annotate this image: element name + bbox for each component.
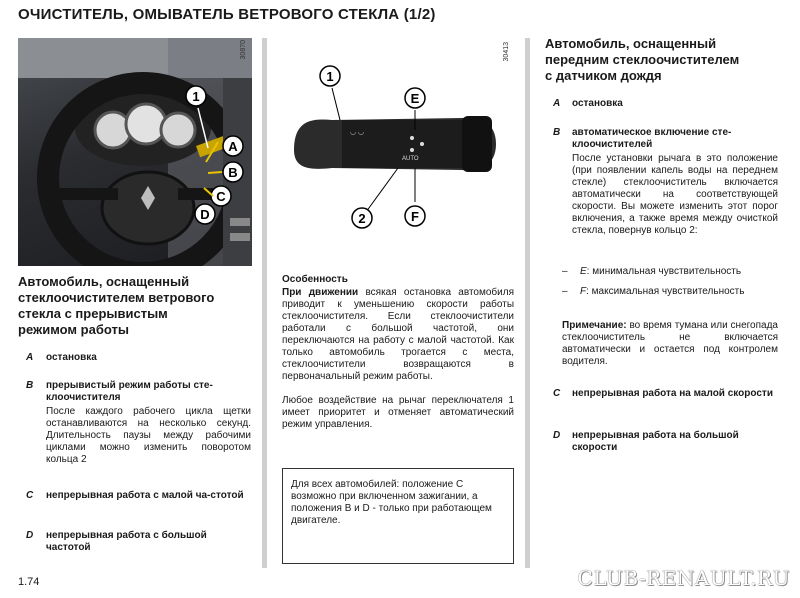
callout-C: C [216, 189, 226, 204]
column-divider-left [262, 38, 267, 568]
figure-code-2: 30413 [503, 42, 510, 62]
col3-item-head: непрерывная работа на малой скорости [572, 388, 773, 399]
col3-item-head: непрерывная работа на большой скорости [572, 430, 739, 453]
col1-heading-line: Автомобиль, оснащенный [18, 274, 190, 289]
col1-heading-line: стекла с прерывистым [18, 306, 168, 321]
col3-item-head: автоматическое включение сте-клоочистителей [572, 127, 732, 150]
col1-item-head: непрерывная работа с малой ча-стотой [46, 490, 244, 501]
sub-item-text: : максимальная чувствительность [586, 286, 745, 297]
col1-heading-line: режимом работы [18, 322, 129, 337]
col1-item-head: прерывистый режим работы сте-клоочистителя [46, 380, 213, 403]
col1-heading [18, 274, 258, 338]
callout-A: A [228, 139, 238, 154]
feature-text-2: Любое воздействие на рычаг переключателя 1 имеет приоритет и отменяет автоматический режим управления. [282, 395, 514, 430]
watermark: CLUB-RENAULT.RU [577, 566, 790, 590]
callout-F: F [411, 209, 419, 224]
feature-title: Особенность [282, 274, 348, 285]
col3-item-letter: D [553, 430, 561, 441]
callout-2: 2 [358, 211, 366, 226]
sub-item-dash: – [562, 286, 568, 297]
col1-item-letter: A [26, 352, 34, 363]
callout-1: 1 [326, 69, 334, 84]
sub-item-dash: – [562, 266, 568, 277]
col3-item-head: остановка [572, 98, 623, 109]
callout-1: 1 [192, 89, 200, 104]
page-part-indicator: (1/2) [403, 6, 436, 23]
col1-item-letter: D [26, 530, 34, 541]
col3-heading-line: с датчиком дождя [545, 68, 662, 83]
column-divider-right [525, 38, 530, 568]
sub-item-e [580, 266, 780, 278]
col3-item-body: После установки рычага в это положение (при появлении капель воды на переднем стекле) стеклоочиститель включается автоматически на соответствующей скорости. Вы можете изменить этот порог включения, а также время между очисткой стекла, повернув кольцо 2: [572, 153, 778, 236]
col1-item-head: непрерывная работа с большой частотой [46, 530, 207, 553]
col3-item-letter: C [553, 388, 561, 399]
col1-item-body: После каждого рабочего цикла щетки останавливаются на несколько секунд. Длительность паузы между рабочими циклами можно изменить поворотом кольца 2 [46, 406, 251, 465]
page-number: 1.74 [18, 576, 40, 588]
callout-E: E [410, 91, 420, 106]
col3-heading [545, 36, 785, 84]
remark-label: Примечание: [562, 320, 627, 331]
sub-item-text: : минимальная чувствительность [586, 266, 742, 277]
sub-item-f [580, 286, 778, 298]
sub-item-key: F [580, 286, 587, 297]
remark-text: во время тумана или снегопада стеклоочиститель не включается автоматически и остается под контролем водителя. [562, 320, 778, 367]
ring-label-auto: AUTO [402, 156, 419, 162]
callout-B: B [228, 165, 238, 180]
sub-item-key: E [580, 266, 587, 277]
feature-lead: При движении [282, 287, 359, 298]
page-title-text: ОЧИСТИТЕЛЬ, ОМЫВАТЕЛЬ ВЕТРОВОГО СТЕКЛА [18, 6, 400, 23]
col3-heading-line: передним стеклоочистителем [545, 52, 740, 67]
svg-text:◡ ◡: ◡ ◡ [350, 129, 365, 136]
col1-item-head: остановка [46, 352, 97, 363]
note-box [282, 468, 514, 564]
col1-item-letter: B [26, 380, 34, 391]
col1-heading-line: стеклоочистителем ветрового [18, 290, 215, 305]
remark [562, 320, 778, 368]
note-text: Для всех автомобилей: положение C возможно при включенном зажигании, а положения B и D - только при работающем двигателе. [291, 479, 492, 526]
wiper-stalk-diagram [282, 40, 514, 245]
feature-body: всякая остановка автомобиля приводит к уменьшению скорости работы стеклоочистителя. Если стеклоочистители работали с большой частотой, они переключаются на работу с малой частотой. Как только автомобиль трогается с места, стеклоочистители возвращаются в первоначальный режим работы. [282, 287, 514, 382]
feature-text [282, 287, 514, 383]
col3-item-letter: A [553, 98, 561, 109]
col1-item-letter: C [26, 490, 34, 501]
figure-code-1: 30870 [240, 40, 247, 60]
callout-D: D [200, 207, 210, 222]
dashboard-photo [18, 38, 252, 266]
dashboard-callouts [18, 38, 252, 266]
page-title [18, 6, 436, 23]
col3-item-letter: B [553, 127, 561, 138]
col3-heading-line: Автомобиль, оснащенный [545, 36, 717, 51]
